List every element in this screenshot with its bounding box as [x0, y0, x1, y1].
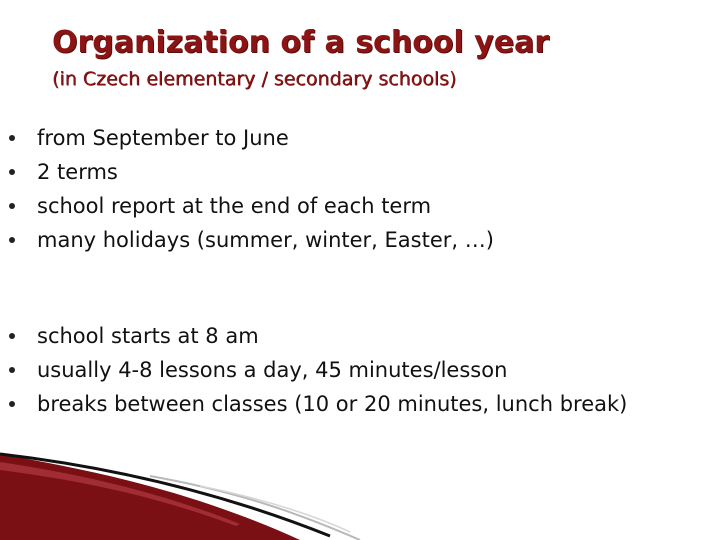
black-swoosh-line: [0, 454, 330, 536]
grey-swoosh-line: [150, 476, 360, 540]
bullet-text: from September to June: [37, 126, 289, 150]
bullet-item: [0, 121, 494, 155]
bullet-dot-icon: [9, 367, 15, 373]
bullet-dot-icon: [9, 169, 15, 175]
bullet-item: [0, 353, 627, 387]
bullet-text: 2 terms: [37, 160, 118, 184]
red-swoosh-highlight: [0, 462, 240, 526]
bullet-text: many holidays (summer, winter, Easter, …): [37, 228, 494, 252]
bullet-item: [0, 387, 627, 421]
bullet-dot-icon: [9, 237, 15, 243]
bullet-text: school starts at 8 am: [37, 324, 259, 348]
bullet-dot-icon: [9, 135, 15, 141]
slide-title: Organization of a school year: [52, 25, 550, 60]
slide-subtitle: (in Czech elementary / secondary schools): [52, 68, 457, 90]
bullet-text: usually 4-8 lessons a day, 45 minutes/lesson: [37, 358, 508, 382]
bullet-dot-icon: [9, 333, 15, 339]
bullet-dot-icon: [9, 401, 15, 407]
bullet-dot-icon: [9, 203, 15, 209]
bullet-text: school report at the end of each term: [37, 194, 432, 218]
bullet-list-daily: [0, 319, 627, 421]
bullet-list-schedule: [0, 121, 494, 257]
grey-swoosh-line-2: [200, 486, 350, 532]
bullet-item: [0, 223, 494, 257]
bullet-text: breaks between classes (10 or 20 minutes, lunch break): [37, 392, 628, 416]
bullet-item: [0, 189, 494, 223]
bullet-item: [0, 155, 494, 189]
red-swoosh-shape: [0, 454, 300, 540]
bullet-item: [0, 319, 627, 353]
